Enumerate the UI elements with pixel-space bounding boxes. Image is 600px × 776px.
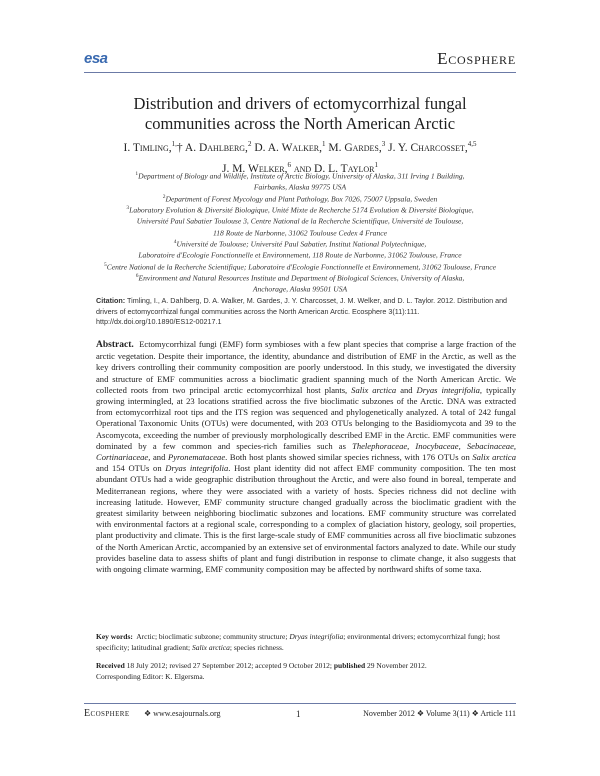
author-affil: 6 — [287, 160, 291, 169]
published-label: published — [333, 661, 366, 670]
page-number: 1 — [296, 709, 301, 719]
author: J. M. Welker, — [221, 162, 288, 175]
corresponding-editor: Corresponding Editor: K. Elgersma. — [96, 672, 205, 681]
page-header — [84, 48, 516, 73]
author-affil: 4,5 — [467, 140, 477, 148]
affiliation: $^2$Department of Forest Mycology and Plant Pathology, Box 7026, 75007 Uppsala, Sweden — [162, 193, 438, 204]
abstract: Abstract. Ectomycorrhizal fungi (EMF) form symbioses with a few plant species that comprise a large fraction of the arctic vegetation. Despite their importance, the identity, abundance and distribution of EMF in the Arctic, as well as the key drivers controlling their community composition are poorly understood. In this study, we investigated the diversity and structure of EMF communities across a bioclimatic gradient spanning much of the North American Arctic. We collected roots from two principal arctic ectomycorrhizal host plants, Salix arctica and Dryas integrifolia, typically growing intermingled, at 23 locations stratified across the five bioclimatic subzones of the Arctic. DNA was extracted from ectomycorrhizal root tips and the ITS region was sequenced and phylogenetically analyzed. A total of 242 fungal Operational Taxonomic Units (OTUs) were documented, with 203 OTUs belonging to the Basidiomycota and 39 to the Ascomycota, exceeding the number of previously morphologically described EMF in the Arctic. EMF communities were dominated by a few common and species-rich families such as Thelephoraceae, Inocybaceae, Sebacinaceae, Cortinariaceae, and Pyronemataceae. Both host plants showed similar species richness, with 176 OTUs on Salix arctica and 154 OTUs on Dryas integrifolia. Host plant identity did not affect EMF community composition. The ten most abundant OTUs had a wide geographic distribution throughout the Arctic, and were also found in boreal, temperate and Mediterranean regions, where they were associated with a variety of hosts. Species richness did not decline with increasing latitude. However, EMF community structure changed gradually across the bioclimatic gradient with the greatest similarity between neighboring bioclimatic subzones and locations. EMF community structure was correlated with environmental factors at a regional scale, corresponding to a complex of glaciation history, geology, soil properties, plant productivity and climate. This is the first large-scale study of EMF communities across all five bioclimatic subzones of the North American Arctic, accompanied by an extensive set of environmental factors analyzed to date. While our study provides baseline data to assess shifts of plant and fungi distribution in response to climate change, it also suggests that with ongoing climate warming, EMF community composition may be affected by northward shifts of some taxa. — [96, 339, 517, 575]
footer-journal: Ecosphere — [84, 708, 130, 719]
author-affil: 1 — [321, 140, 326, 148]
article-dates — [96, 660, 516, 682]
received-label: Received — [96, 661, 125, 670]
journal-name: Ecosphere — [437, 49, 516, 68]
affiliations — [84, 170, 516, 295]
citation-text: Timling, I., A. Dahlberg, D. A. Walker, M. Gardes, J. Y. Charcosset, J. M. Welker, and D. L. Taylor. 2012. Distribution and drivers of ectomycorrhizal fungal communities across the North American Arctic. Ecosphere 3(11):111. http://dx.doi.org/10.1890/ES12-00217.1 — [96, 296, 508, 326]
author: and D. L. Taylor — [293, 162, 375, 175]
citation — [96, 296, 516, 328]
issue-info: November 2012 ❖ Volume 3(11) ❖ Article 111 — [363, 709, 516, 718]
title-line: communities across the North American Arctic — [144, 114, 456, 133]
article-title — [84, 94, 516, 134]
affiliation: Université Paul Sabatier Toulouse 3, Centre National de la Recherche Scientifique, Université de Toulouse, — [136, 216, 464, 226]
affiliation: $^5$Centre National de la Recherche Scientifique; Laboratoire d'Ecologie Fonctionnelle et Environnement, 31062 Toulouse, France — [103, 261, 497, 272]
affiliation: Laboratoire d'Ecologie Fonctionnelle et Environnement, 118 Route de Narbonne, 31062 Toulouse, France — [138, 250, 462, 260]
author-affil: 3 — [381, 140, 386, 148]
title-line: Distribution and drivers of ectomycorrhizal fungal — [133, 94, 467, 113]
page-footer — [84, 703, 516, 720]
citation-label: Citation: — [96, 296, 126, 305]
author-affil: 1, — [171, 140, 177, 148]
affiliation: $^3$Laboratory Evolution & Diversité Biologique, Unité Mixte de Recherche 5174 Evolution & Diversité Biologique, — [126, 204, 474, 215]
corresponding-mark: † — [176, 141, 183, 154]
author: J. Y. Charcosset, — [388, 141, 468, 154]
affiliation: $^4$Université de Toulouse; Université Paul Sabatier, Institut National Polytechnique, — [173, 238, 427, 249]
keywords-label: Key words: — [96, 632, 133, 641]
esa-logo[interactable]: esa — [84, 50, 108, 67]
affiliation: 118 Route de Narbonne, 31062 Toulouse Cedex 4 France — [213, 228, 387, 238]
affiliation: $^6$Environment and Natural Resources Institute and Department of Biological Sciences, University of Alaska, — [135, 272, 465, 283]
keywords: Key words: Arctic; bioclimatic subzone; community structure; Dryas integrifolia; environmental drivers; ectomycorrhizal fungi; host specificity; latitudinal gradient; Salix arctica; species richness. — [96, 632, 501, 652]
affiliation: $^1$Department of Biology and Wildlife, Institute of Arctic Biology, University of Alaska, 311 Irving 1 Building, — [135, 171, 465, 181]
author: I. Timling, — [123, 141, 172, 154]
author-affil: 2 — [247, 140, 252, 148]
published-date: 29 November 2012. — [367, 661, 427, 670]
affiliation: Anchorage, Alaska 99501 USA — [252, 284, 348, 294]
author-affil: 1 — [374, 160, 379, 169]
author: A. Dahlberg, — [184, 141, 248, 154]
affiliation: Fairbanks, Alaska 99775 USA — [253, 182, 347, 192]
received-dates: 18 July 2012; revised 27 September 2012; accepted 9 October 2012; — [126, 661, 332, 670]
author: D. A. Walker, — [254, 141, 322, 154]
abstract-label: Abstract. — [96, 340, 134, 350]
journal-url-link[interactable]: ❖ www.esajournals.org — [144, 709, 221, 718]
author: M. Gardes, — [328, 141, 382, 154]
